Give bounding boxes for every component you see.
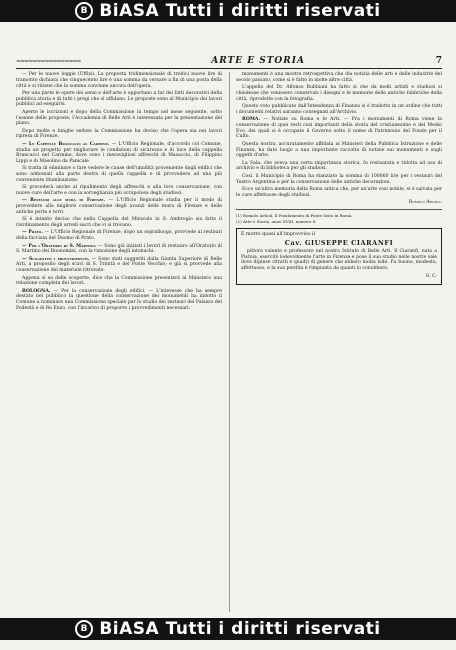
paragraph-text: L'appello del Dr. Alfonso Rubbiani ha fatto sì che da molti artisti e studiosi si chiedesse che venissero conservati i disegni e le memorie delle antiche fabbriche della città, riprodotte con la fotografia. — [236, 85, 442, 102]
paragraph-text: — L'Ufficio Regionale studia per il modo di provvedere alla migliore conservazione degli avanzi delle mura di Firenze e delle antiche porte e torri. — [16, 198, 222, 216]
page-header — [16, 55, 442, 67]
paragraph — [236, 161, 442, 173]
paragraph-text: Ecco un'altra memoria della Roma antica che, per un'arte così nobile, si è salvata per le cure affettuose degli studiosi. — [236, 186, 442, 198]
obituary-intro: È morto quasi all'improvviso il — [241, 232, 316, 238]
section-heading: — Per l'Oratorio di S. Martino. — [22, 243, 97, 249]
paragraph-text: Appena si sa delle scoperte, dice che la Commissione presenterà al Ministero una relazione completa dei lavori. — [16, 275, 222, 287]
paragraph — [16, 230, 222, 242]
column-divider — [229, 72, 230, 612]
paragraph-text: Questo voto pubblicato dall'Intendenza di Finanza si è tradotto in un ordine che tutti i documenti relativi saranno consegnati all'Archivio. — [236, 103, 442, 115]
paragraph-text: Così, il Municipio di Roma ha stanziato la somma di 100000 lire per i restauri del Teatro Argentina e per la conservazione delle antiche decorazioni. — [236, 173, 442, 185]
paragraph — [16, 142, 222, 165]
paragraph — [16, 91, 222, 108]
paragraph-text: — Notizie su Roma e le Arti. — Fra i monumenti di Roma viene la conservazione di quei resti così importanti della storia del cristianesimo e del Medio Evo, dei quali si è occupato il Governo sotto il nome di Patrimonio del Fondo per il Culto. — [236, 117, 442, 140]
paragraph — [16, 72, 222, 89]
paragraph-text: — Sono stati suggeriti dalla Giunta Superiore di Belle Arti, a proposito degli scavi di S. Trinità e del Ponte Vecchio; e già si provvede alla conservazione del materiale ritrovato. — [16, 256, 222, 274]
paragraph — [16, 276, 222, 288]
paragraph — [16, 244, 222, 256]
paragraph-text: Si procederà anche al ripulimento degli affreschi e alla loro conservazione, con nuove cure dell'arte e con la sorveglianza più scrupolosa degli studiosi. — [16, 185, 222, 197]
paragraph — [236, 104, 442, 116]
paragraph — [236, 174, 442, 186]
paragraph-text: Per una parte le opere dei sensi e dell'arte è opportuno a far dei fatti decorativi della pubblica storia e di tutti i pregi che si affidano. Le proposte sono al Municipio dei lavori pubblici ad eseguirsi. — [16, 90, 222, 108]
paragraph — [236, 142, 442, 159]
obituary-name: Cav. GIUSEPPE CIARANFI — [284, 239, 394, 248]
right-column — [236, 72, 442, 285]
paragraph — [16, 166, 222, 183]
obituary-signature: G. C. — [425, 273, 437, 279]
paragraph-text: — Per le nuove loggie (Uffizi). La proposta tridimensionale di tredici nuove lire di tramonto dichiara che cinquecento lire è una somma da versare a fin di una posta della città e si ritiene che la somma conviene ancora dell'opera. — [16, 72, 222, 89]
paragraph — [16, 198, 222, 215]
paragraph — [236, 117, 442, 140]
paragraph-text: Aperte le iscrizioni e dopo della Commissione in tempo nel mese seguente, sotto l'esame delle proposte; l'Accademia di Belle Arti è interessata per la presentazione del piano. — [16, 109, 222, 127]
page-number: 7 — [435, 56, 442, 66]
paragraph-text: Questa nostra, accuratamente affidata ai Ministeri della Pubblica Istruzione e delle Finanze, ha dato luogo a una importante raccolta di notizie sui monumenti e sugli oggetti d'arte. — [236, 141, 442, 159]
header-ornament-left: ≈≈≈≈≈≈≈≈≈≈≈≈≈≈≈≈ — [16, 57, 81, 65]
paragraph-text: La Sala, che aveva una certa importanza storica, fu restaurata e ridotta ad uso di archivio e di biblioteca per gli studiosi. — [236, 160, 442, 172]
paragraph-text: Si è intanto deciso che nella Cappella del Miracolo in S. Ambrogio sia fatto il riordinamento degli arredi sacri che vi si trovano. — [16, 217, 222, 229]
watermark-text: BiASA Tutti i diritti riservati — [99, 1, 381, 21]
section-heading: — Suggestiti i provvedimenti. — [22, 256, 90, 262]
section-heading: — Prato. — [22, 230, 43, 236]
footnote: (2) Arte e Storia, anno XVIII, numero 8. — [236, 219, 317, 225]
paragraph — [236, 72, 442, 84]
paragraph — [16, 110, 222, 127]
paragraph-text: Dopo molte e lunghe sedute la Commissione ha deciso che l'opera sia nei lavori ripresa di Firenze. — [16, 128, 222, 140]
paragraph-text: — L'Ufficio Regionale, d'accordo col Comune, studia un progetto per migliorare le condizioni di sicurezza e di luce della cappella Brancacci nel Carmine, dove sono i meravigliosi affreschi di Masaccio, di Filippino Lippi e di Masolino da Panicale. — [16, 141, 222, 165]
paragraph — [236, 187, 442, 199]
header-rule — [16, 68, 442, 69]
watermark-logo-icon: B — [75, 2, 93, 20]
paragraph-text: — Sono già iniziati i lavori di restauro all'Oratorio di S. Martino dei Buonomini, con la rimozione degli intonachi. — [16, 243, 222, 255]
section-heading: — Restauri alle mura di Firenze. — [22, 198, 106, 204]
left-column — [16, 72, 222, 313]
obituary-text: pittore valente e professore nel nostro Istituto di Belle Arti. Il Ciaranfi, nato a Pistoia, esercitò lodevolmente l'arte in Firenze e pose il suo studio nelle nostre sale dove dipinse ritratti e quadri di genere che ebbero molta lode. Fu buono, modesto, affettuoso, e la sua perdita è rimpianta da quanti lo conobbero. — [241, 248, 437, 272]
section-heading: ROMA. — [242, 117, 261, 123]
section-heading: — Le Cappelle Brancacci al Carmine. — [22, 141, 110, 147]
paragraph-text: — L'Ufficio Regionale di Firenze, dopo un sopralluogo, provvede ai restauri della facciata del Duomo di Prato. — [16, 230, 223, 242]
section-heading: BOLOGNA. — [22, 288, 51, 294]
watermark-text: BiASA Tutti i diritti riservati — [99, 619, 381, 639]
watermark-logo-icon: B — [75, 620, 93, 638]
footnotes — [236, 213, 442, 225]
watermark-bottom — [0, 618, 456, 640]
paragraph — [16, 185, 222, 197]
paragraph-text: — Per la conservazione degli edifici. — L'interesse che ha sempre destato nel pubblico la questione della conservazione dei monumenti ha indotto il Comune a nominare una Commissione speciale per lo studio dei restauri del Palazzo del Podestà e di Re Enzo, con l'incarico di proporre i provvedimenti necessari. — [16, 288, 222, 311]
paragraph-text: monumenti e una mostra retrospettiva che dia notizia delle arti e delle industrie del secolo passato, come si è fatto in molte altre città. — [236, 72, 442, 83]
footnote: (1) Romolo Artioli, Il Fondamento di Ponte Sisto in Roma. — [236, 212, 353, 218]
paragraph — [16, 217, 222, 229]
paragraph — [16, 257, 222, 274]
watermark-top — [0, 0, 456, 22]
notes-rule — [236, 209, 442, 210]
paragraph-text: Si tratta di eliminare o fare vedere le cause dell'umidità proveniente dagli edifici che sono addossati alla parte destra di quella cappella e di provvedere ad una più conveniente illuminazione. — [16, 166, 222, 184]
paragraph — [16, 129, 222, 141]
article-signature: Romolo Artioli. — [408, 199, 442, 205]
journal-title: ARTE E STORIA — [211, 56, 305, 66]
obituary-box — [236, 228, 442, 285]
paragraph — [16, 289, 222, 312]
paragraph — [236, 85, 442, 102]
